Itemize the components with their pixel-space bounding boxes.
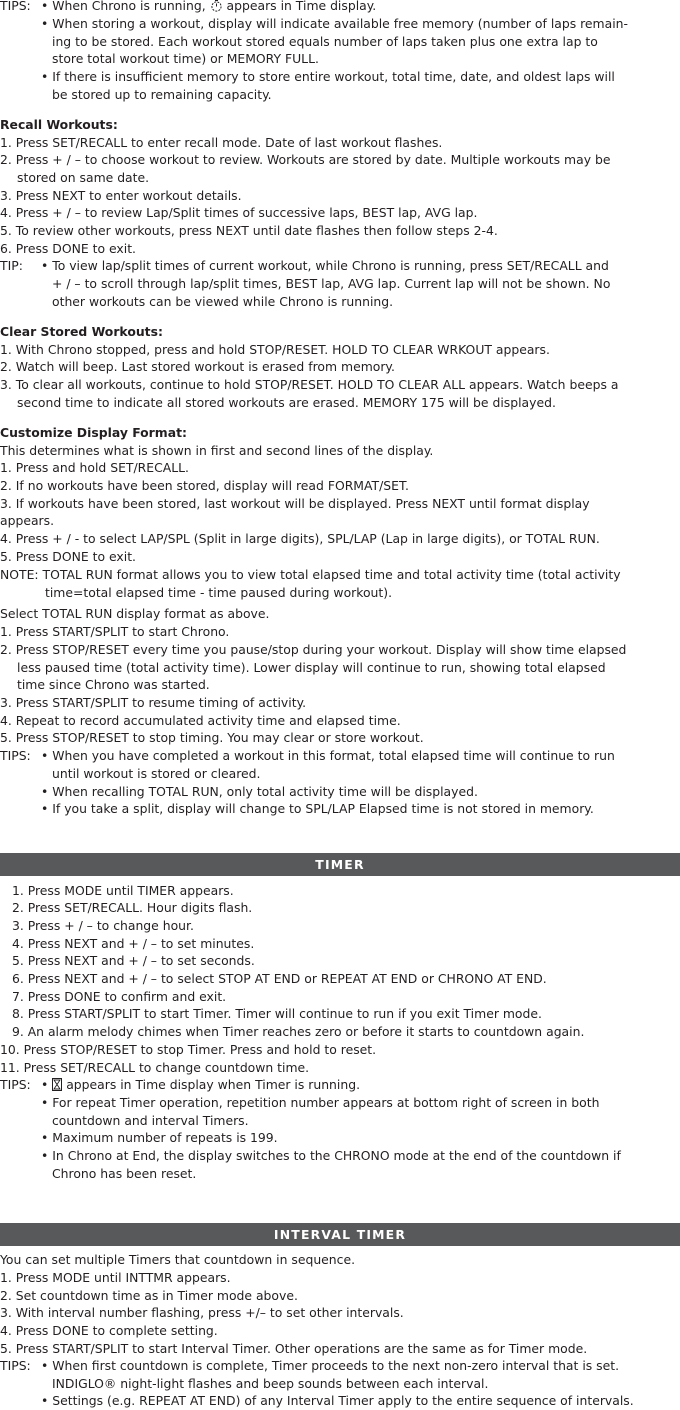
clear-step-2: 2. Watch will beep. Last stored workout is erased from memory. [0,359,395,374]
timer-tips-label: TIPS: [0,1077,31,1092]
total-run-step-4: 4. Repeat to record accumulated activity time and elapsed time. [0,713,401,728]
timer-step: 9. An alarm melody chimes when Timer reaches zero or before it starts to countdown again. [8,1024,585,1039]
clear-step-3-cont: second time to indicate all stored workouts are erased. MEMORY 175 will be displayed. [17,395,556,410]
timer-section-header: TIMER [0,853,680,876]
clear-step-1: 1. With Chrono stopped, press and hold STOP/RESET. HOLD TO CLEAR WRKOUT appears. [0,342,550,357]
recall-step-5: 5. To review other workouts, press NEXT until date flashes then follow steps 2-4. [0,223,498,238]
timer-step: 4. Press NEXT and + / – to set minutes. [8,936,255,951]
chrono-tip-after: appears in Time display. [226,0,377,13]
recall-tip-label: TIP: [0,258,23,273]
timer-tip2-cont: countdown and interval Timers. [52,1113,249,1128]
interval-tip1-cont: INDIGLO® night-light flashes and beep sounds between each interval. [52,1376,489,1391]
timer-tip3: • Maximum number of repeats is 199. [41,1130,278,1145]
interval-step-1: 1. Press MODE until INTTMR appears. [0,1270,231,1285]
interval-intro: You can set multiple Timers that countdown in sequence. [0,1252,356,1267]
customize-step-1: 1. Press and hold SET/RECALL. [0,460,189,475]
timer-step: 2. Press SET/RECALL. Hour digits flash. [8,900,253,915]
timer-step: 3. Press + / – to change hour. [8,918,194,933]
timer-step: 1. Press MODE until TIMER appears. [8,883,234,898]
interval-tip2: • Settings (e.g. REPEAT AT END) of any Interval Timer apply to the entire sequence of intervals. [41,1393,634,1408]
recall-tip-line3: other workouts can be viewed while Chrono is running. [52,294,394,309]
chrono-tip-text: • When Chrono is running, [41,0,206,13]
customize-note-line2: time=total elapsed time - time paused during workout). [45,585,393,600]
customize-intro: This determines what is shown in first and second lines of the display. [0,443,434,458]
clear-step-3: 3. To clear all workouts, continue to hold STOP/RESET. HOLD TO CLEAR ALL appears. Watch beeps a [0,377,619,392]
customize-step-3-cont: appears. [0,513,55,528]
timer-tip2: • For repeat Timer operation, repetition number appears at bottom right of screen in both [41,1095,600,1110]
total-run-tip1-cont: until workout is stored or cleared. [52,766,261,781]
memory-tip-line3: store total workout time) or MEMORY FULL. [52,51,319,66]
interval-step-4: 4. Press DONE to complete setting. [0,1323,218,1338]
customize-step-4: 4. Press + / - to select LAP/SPL (Split in large digits), SPL/LAP (Lap in large digits), or TOTAL RUN. [0,531,600,546]
memory-tip-line2: ing to be stored. Each workout stored equals number of laps taken plus one extra lap to [52,34,598,49]
recall-tip-line1: • To view lap/split times of current workout, while Chrono is running, press SET/RECALL and [41,258,609,273]
timer-tip1-text: appears in Time display when Timer is running. [66,1077,361,1092]
total-run-step-2-cont2: time since Chrono was started. [17,677,210,692]
timer-step: 10. Press STOP/RESET to stop Timer. Press and hold to reset. [0,1042,377,1057]
tips-label: TIPS: [0,0,31,13]
stopwatch-icon [210,0,223,12]
total-run-step-3: 3. Press START/SPLIT to resume timing of activity. [0,695,307,710]
recall-step-4: 4. Press + / – to review Lap/Split times of successive laps, BEST lap, AVG lap. [0,205,478,220]
hourglass-icon [52,1078,62,1091]
recall-heading: Recall Workouts: [0,117,118,132]
interval-step-2: 2. Set countdown time as in Timer mode above. [0,1288,298,1303]
capacity-tip-line1: • If there is insufficient memory to store entire workout, total time, date, and oldest laps will [41,69,615,84]
recall-step-1: 1. Press SET/RECALL to enter recall mode. Date of last workout flashes. [0,135,443,150]
clear-heading: Clear Stored Workouts: [0,324,163,339]
recall-step-2: 2. Press + / – to choose workout to review. Workouts are stored by date. Multiple workouts may be [0,152,611,167]
interval-section-header: INTERVAL TIMER [0,1223,680,1246]
customize-step-5: 5. Press DONE to exit. [0,549,136,564]
interval-step-3: 3. With interval number flashing, press +/– to set other intervals. [0,1305,404,1320]
timer-step: 7. Press DONE to confirm and exit. [8,989,227,1004]
total-run-step-1: 1. Press START/SPLIT to start Chrono. [0,624,230,639]
recall-step-3: 3. Press NEXT to enter workout details. [0,188,242,203]
chrono-tip [41,0,376,15]
interval-tips-label: TIPS: [0,1358,31,1373]
timer-tip4-cont: Chrono has been reset. [52,1166,197,1181]
recall-tip-line2: + / – to scroll through lap/split times, BEST lap, AVG lap. Current lap will not be shown. No [52,276,611,291]
total-run-select: Select TOTAL RUN display format as above. [0,606,270,621]
timer-tip1: • appears in Time display when Timer is running. [41,1077,361,1092]
timer-step: 8. Press START/SPLIT to start Timer. Timer will continue to run if you exit Timer mode. [8,1006,542,1021]
recall-step-6: 6. Press DONE to exit. [0,241,136,256]
customize-heading: Customize Display Format: [0,425,187,440]
timer-step: 6. Press NEXT and + / – to select STOP AT END or REPEAT AT END or CHRONO AT END. [8,971,547,986]
total-run-tip3: • If you take a split, display will change to SPL/LAP Elapsed time is not stored in memory. [41,801,594,816]
customize-step-3: 3. If workouts have been stored, last workout will be displayed. Press NEXT until format display [0,496,590,511]
timer-tip4: • In Chrono at End, the display switches to the CHRONO mode at the end of the countdown if [41,1148,621,1163]
total-run-step-2: 2. Press STOP/RESET every time you pause/stop during your workout. Display will show time elapsed [0,642,627,657]
total-run-tip1: • When you have completed a workout in this format, total elapsed time will continue to run [41,748,615,763]
total-run-tips-label: TIPS: [0,748,31,763]
interval-step-5: 5. Press START/SPLIT to start Interval Timer. Other operations are the same as for Timer mode. [0,1341,588,1356]
capacity-tip-line2: be stored up to remaining capacity. [52,87,272,102]
customize-note-line1: NOTE: TOTAL RUN format allows you to view total elapsed time and total activity time (total activity [0,567,621,582]
total-run-tip2: • When recalling TOTAL RUN, only total activity time will be displayed. [41,784,478,799]
timer-step: 5. Press NEXT and + / – to set seconds. [8,953,255,968]
recall-step-2-cont: stored on same date. [17,170,150,185]
total-run-step-2-cont1: less paused time (total activity time). Lower display will continue to run, showing total elapsed [17,660,606,675]
timer-step: 11. Press SET/RECALL to change countdown time. [0,1060,310,1075]
interval-tip1: • When first countdown is complete, Timer proceeds to the next non-zero interval that is set. [41,1358,620,1373]
customize-step-2: 2. If no workouts have been stored, display will read FORMAT/SET. [0,478,409,493]
total-run-step-5: 5. Press STOP/RESET to stop timing. You may clear or store workout. [0,730,424,745]
memory-tip-line1: • When storing a workout, display will indicate available free memory (number of laps remain- [41,16,628,31]
